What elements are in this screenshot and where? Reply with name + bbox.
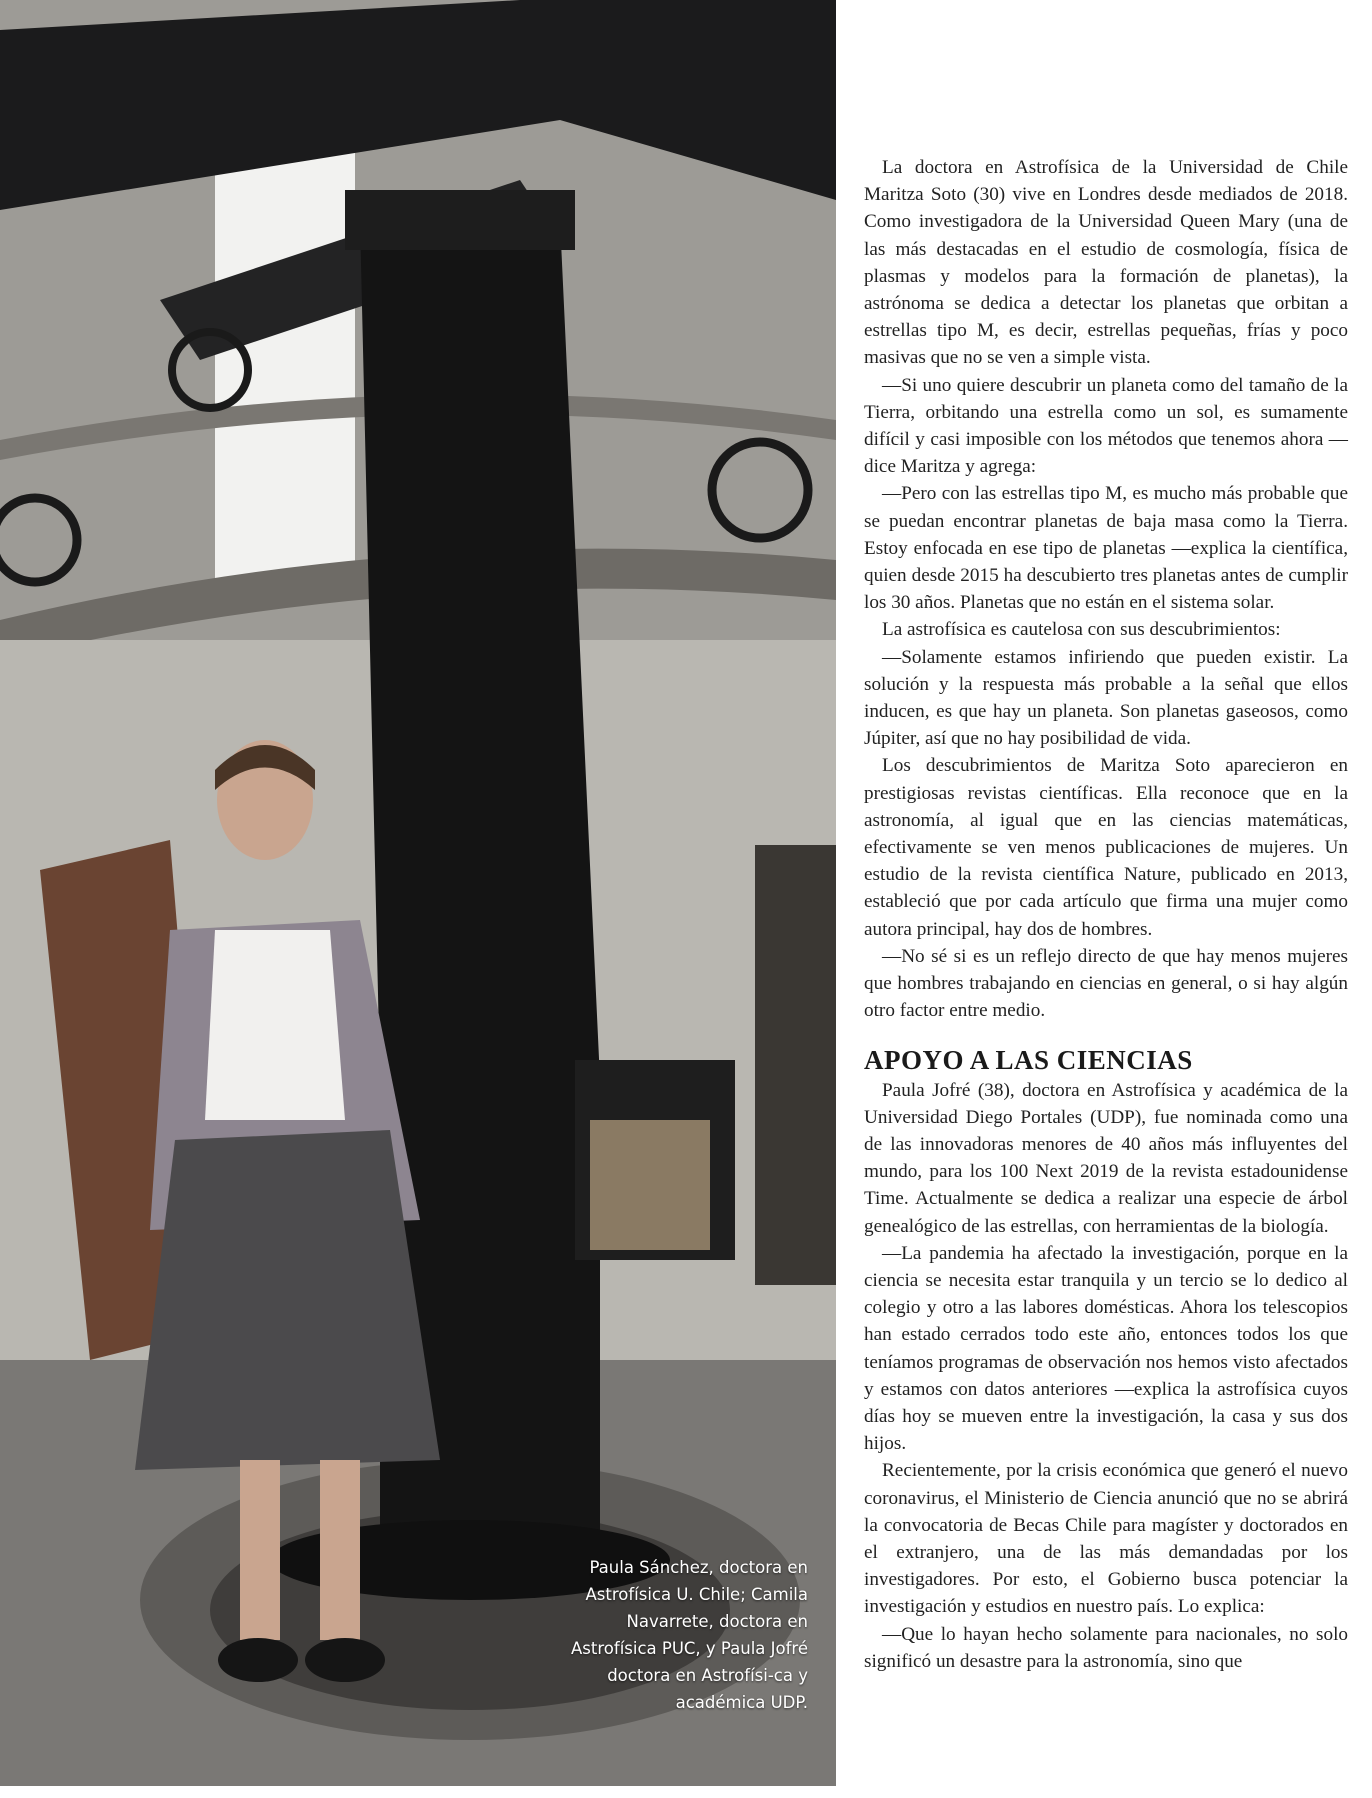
article-body [864,154,1348,1675]
paragraph: Recientemente, por la crisis económica que generó el nuevo coronavirus, el Ministerio de Ciencia anunció que no se abrirá la convocatoria de Becas Chile para magíster y doctorados en el extranjero, una de las más demandadas por los investigadores. Por esto, el Gobierno busca potenciar la investigación y estudios en nuestro país. Lo explica: [864,1460,1348,1618]
paragraph: —Que lo hayan hecho solamente para nacionales, no solo significó un desastre para la astronomía, sino que [864,1623,1348,1672]
paragraph: —La pandemia ha afectado la investigación, porque en la ciencia se necesita estar tranquila y un tercio se lo dedico al colegio y otro a las labores domésticas. Ahora los telescopios han estado cerrados todo este año, entonces todos los que teníamos programas de observación nos hemos visto afectados y estamos con datos anteriores —explica la astrofísica cuyos días hoy se mueven entre la investigación, la casa y sus dos hijos. [864,1242,1348,1455]
paragraph: La doctora en Astrofísica de la Universidad de Chile Maritza Soto (30) vive en Londres desde mediados de 2018. Como investigadora de la Universidad Queen Mary (una de las más destacadas en el estudio de cosmología, física de plasmas y modelos para la formación de planetas), la astrónoma se dedica a detectar los planetas que orbitan a estrellas tipo M, es decir, estrellas pequeñas, frías y poco masivas que no se ven a simple vista. [864,157,1348,369]
article-section-apoyo [864,1077,1348,1675]
paragraph: —Si uno quiere descubrir un planeta como del tamaño de la Tierra, orbitando una estrella como un sol, es sumamente difícil y casi imposible con los métodos que tenemos ahora —dice Maritza y agrega: [864,374,1348,478]
paragraph: Paula Jofré (38), doctora en Astrofísica y académica de la Universidad Diego Portales (UDP), fue nominada como una de las innovadoras menores de 40 años más influyentes del mundo, para los 100 Next 2019 de la revista estadounidense Time. Actualmente se dedica a realizar una especie de árbol genealógico de las estrellas, con herramientas de la biología. [864,1079,1348,1237]
paragraph: Los descubrimientos de Maritza Soto aparecieron en prestigiosas revistas científicas. Ella reconoce que en la astronomía, al igual que en las ciencias matemáticas, efectivamente se ven menos publicaciones de mujeres. Un estudio de la revista científica Nature, publicado en 2013, estableció que por cada artículo que firma una mujer como autora principal, hay dos de hombres. [864,755,1348,940]
paragraph: —No sé si es un reflejo directo de que hay menos mujeres que hombres trabajando en ciencias en general, o si hay algún otro factor entre medio. [864,945,1348,1022]
paragraph: —Pero con las estrellas tipo M, es mucho más probable que se puedan encontrar planetas de baja masa como la Tierra. Estoy enfocada en ese tipo de planetas —explica la científica, quien desde 2015 ha descubierto tres planetas antes de cumplir los 30 años. Planetas que no están en el sistema solar. [864,483,1348,614]
section-heading: APOYO A LAS CIENCIAS [864,1044,1193,1075]
paragraph: —Solamente estamos infiriendo que pueden existir. La solución y la respuesta más probable a la señal que ellos inducen, es que hay un planeta. Son planetas gaseosos, como Júpiter, así que no hay posibilidad de vida. [864,646,1348,750]
photo-caption: Paula Sánchez, doctora en Astrofísica U. Chile; Camila Navarrete, doctora en Astrofísica PUC, y Paula Jofré doctora en Astrofísi-ca y académica UDP. [571,1558,808,1712]
paragraph: La astrofísica es cautelosa con sus descubrimientos: [882,619,1281,641]
article-section-intro [864,154,1348,1025]
